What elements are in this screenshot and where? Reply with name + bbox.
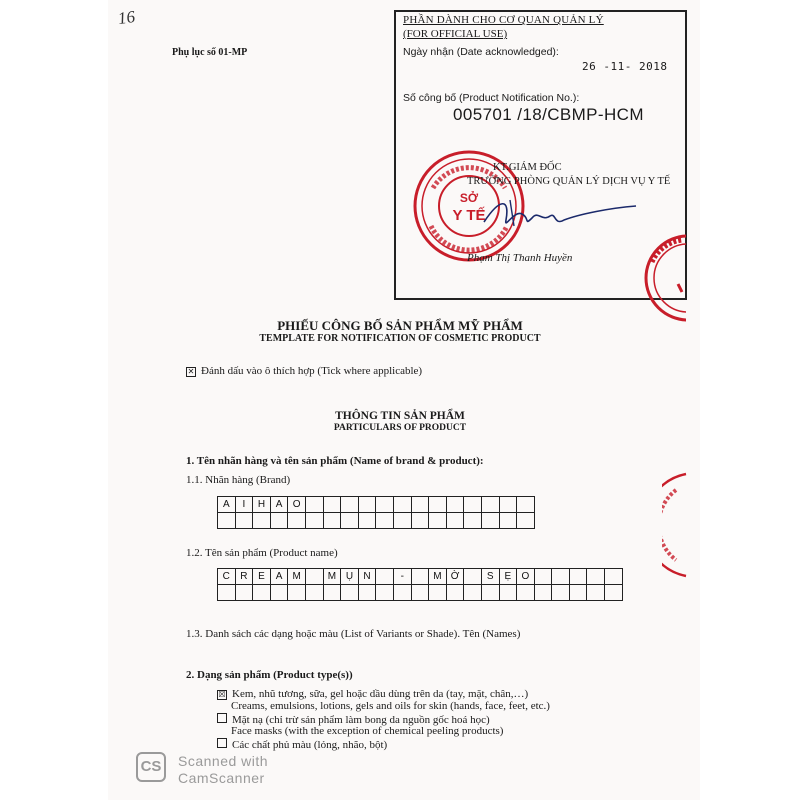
product-cell: S (481, 569, 499, 585)
product-cell: - (393, 569, 411, 585)
stamp-center-text-2: Y TẾ (452, 207, 486, 224)
product-cell (411, 569, 429, 585)
brand-cell (358, 497, 376, 513)
option-creams-en: Creams, emulsions, lotions, gels and oils for skin (hands, face, feet, etc.) (231, 700, 550, 712)
product-cell: Ẹ (499, 569, 517, 585)
tick-instruction: ✕ Đánh dấu vào ô thích hợp (Tick where applicable) (187, 365, 423, 377)
product-cell (605, 569, 623, 585)
product-cell (552, 569, 570, 585)
product-cell: E (253, 569, 271, 585)
product-cell: C (218, 569, 236, 585)
product-cell: M (429, 569, 447, 585)
brand-cell (411, 497, 429, 513)
checked-box-icon: ✕ (187, 367, 195, 376)
heading-brand-product: 1. Tên nhãn hàng và tên sản phẩm (Name of brand & product): (186, 455, 484, 467)
date-label: Ngày nhận (Date acknowledged): (403, 46, 559, 58)
document-title: PHIẾU CÔNG BỐ SẢN PHẨM MỸ PHẨM (277, 318, 523, 333)
variants-label: 1.3. Danh sách các dạng hoặc màu (List of Variants or Shade). Tên (Names) (186, 628, 521, 640)
date-value: 26 -11- 2018 (582, 60, 668, 73)
brand-cell (429, 497, 447, 513)
notification-number-value: 005701 /18/CBMP-HCM (453, 105, 644, 124)
product-cell: Ờ (446, 569, 464, 585)
brand-cell: A (218, 497, 236, 513)
watermark-line-2: CamScanner (178, 770, 265, 786)
product-cell: O (517, 569, 535, 585)
official-subtitle: (FOR OFFICIAL USE) (403, 28, 508, 40)
brand-cell (517, 497, 535, 513)
brand-cell (376, 497, 394, 513)
product-cell: A (270, 569, 288, 585)
brand-cell: O (288, 497, 306, 513)
brand-cell (446, 497, 464, 513)
brand-cell (323, 497, 341, 513)
checkbox-icon (217, 713, 227, 723)
signer-name: Phạm Thị Thanh Huyền (467, 252, 573, 264)
option-face-masks-en: Face masks (with the exception of chemical peeling products) (231, 725, 504, 737)
brand-cell (481, 497, 499, 513)
product-cell: N (358, 569, 376, 585)
signature (480, 192, 640, 236)
camscanner-logo-icon: CS (136, 752, 166, 782)
section-title: THÔNG TIN SẢN PHẨM (335, 410, 465, 422)
brand-cell (499, 497, 517, 513)
product-cell (464, 569, 482, 585)
document-subtitle: TEMPLATE FOR NOTIFICATION OF COSMETIC PRODUCT (259, 333, 541, 344)
brand-cell (464, 497, 482, 513)
product-cell (587, 569, 605, 585)
brand-grid (217, 496, 535, 529)
option-colour-coatings: Các chất phủ màu (lỏng, nhão, bột) (217, 738, 387, 751)
product-cell (305, 569, 323, 585)
product-cell (376, 569, 394, 585)
stamp-center-text: SỞ (459, 191, 479, 205)
option-creams: ☒ Kem, nhũ tương, sữa, gel hoặc dầu dùng trên da (tay, mặt, chân,…) (218, 688, 529, 700)
checkbox-icon: ☒ (218, 690, 226, 699)
section-subtitle: PARTICULARS OF PRODUCT (333, 423, 467, 433)
edge-stamp-bottom (662, 470, 688, 580)
director-title: KT.GIÁM ĐỐC (493, 162, 562, 173)
product-cell: M (288, 569, 306, 585)
product-name-label: 1.2. Tên sản phẩm (Product name) (186, 547, 338, 559)
official-title: PHẦN DÀNH CHO CƠ QUAN QUẢN LÝ (403, 14, 604, 26)
brand-cell: H (253, 497, 271, 513)
product-cell: Ụ (341, 569, 359, 585)
product-cell: R (235, 569, 253, 585)
handwritten-annotation: 16 (116, 6, 137, 29)
brand-label: 1.1. Nhãn hàng (Brand) (186, 474, 291, 486)
product-cell (534, 569, 552, 585)
option-face-masks: Mặt nạ (chỉ trừ sản phẩm làm bong da nguồn gốc hoá học) (217, 713, 490, 726)
watermark-line-1: Scanned with (178, 753, 269, 769)
notification-number-label: Số công bố (Product Notification No.): (403, 92, 580, 104)
department-title: TRƯỞNG PHÒNG QUẢN LÝ DỊCH VỤ Y TẾ (467, 176, 671, 187)
brand-cell (305, 497, 323, 513)
product-name-grid (217, 568, 623, 601)
checkbox-icon (217, 738, 227, 748)
brand-cell: I (235, 497, 253, 513)
brand-cell (341, 497, 359, 513)
brand-cell (393, 497, 411, 513)
product-cell (569, 569, 587, 585)
product-cell: M (323, 569, 341, 585)
brand-cell: A (270, 497, 288, 513)
heading-product-type: 2. Dạng sản phẩm (Product type(s)) (186, 669, 353, 681)
edge-stamp-top (642, 232, 686, 324)
annex-number: Phụ lục số 01-MP (172, 47, 248, 58)
